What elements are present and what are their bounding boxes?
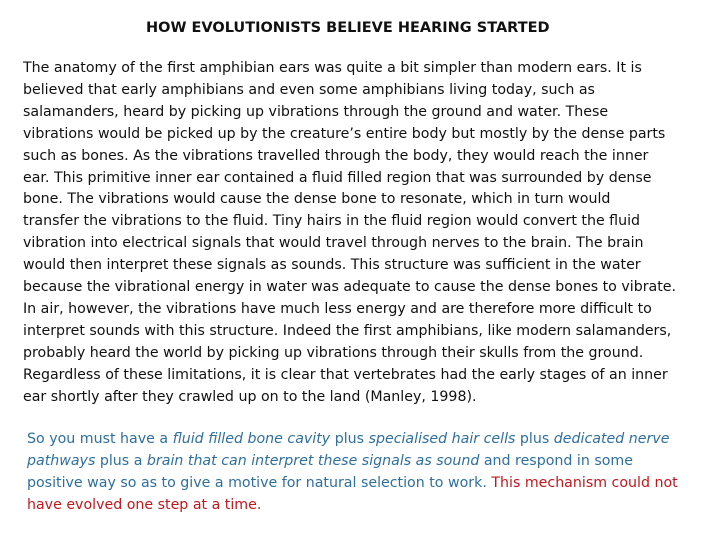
body-line: The anatomy of the first amphibian ears was quite a bit simpler than modern ears. It is (23, 60, 642, 76)
body-line: because the vibrational energy in water was adequate to cause the dense bones to vibrate. (23, 279, 677, 296)
conclusion-statement: This mechanism could not (491, 475, 678, 491)
conclusion-line-1 (27, 428, 707, 450)
body-line: vibration into electrical signals that would travel through nerves to the brain. The brain (23, 235, 644, 252)
body-line: In air, however, the vibrations have much less energy and are therefore more difficult to (23, 300, 652, 317)
body-line: probably heard the world by picking up vibrations through their skulls from the ground. (23, 344, 644, 361)
emphasis-term: pathways (27, 453, 96, 469)
body-line: salamanders, heard by picking up vibrations through the ground and water. These (23, 103, 609, 120)
conclusion-text: So you must have a (27, 431, 173, 447)
body-line: ear shortly after they crawled up on to the land (Manley, 1998). (23, 388, 477, 405)
emphasis-term: brain that can interpret these signals as sound (146, 453, 480, 469)
emphasis-term: dedicated nerve (553, 431, 670, 447)
conclusion-statement: have evolved one step at a time. (27, 497, 262, 513)
body-line: vibrations would be picked up by the creature’s entire body but mostly by the dense parts (23, 125, 666, 142)
body-line: ear. This primitive inner ear contained a fluid filled region that was surrounded by dense (23, 169, 652, 186)
body-line: such as bones. As the vibrations travelled through the body, they would reach the inner (23, 147, 649, 164)
body-line: interpret sounds with this structure. Indeed the first amphibians, like modern salamanders, (23, 322, 672, 339)
conclusion-text: positive way so as to give a motive for natural selection to work. (27, 475, 492, 491)
body-paragraph (23, 58, 695, 409)
conclusion-text: plus (330, 431, 369, 447)
emphasis-term: specialised hair cells (368, 431, 516, 447)
conclusion-paragraph (27, 428, 707, 516)
conclusion-line-2 (27, 450, 707, 472)
body-line: believed that early amphibians and even some amphibians living today, such as (23, 81, 595, 98)
body-line: transfer the vibrations to the fluid. Tiny hairs in the fluid region would convert the fluid (23, 213, 641, 230)
body-line: Regardless of these limitations, it is clear that vertebrates had the early stages of an inner (23, 366, 668, 383)
body-line: bone. The vibrations would cause the dense bone to resonate, which in turn would (23, 191, 611, 208)
conclusion-line-4 (27, 494, 707, 516)
page-title: HOW EVOLUTIONISTS BELIEVE HEARING STARTED (146, 20, 550, 36)
conclusion-text: plus (515, 431, 554, 447)
conclusion-line-3 (27, 472, 707, 494)
body-line: would then interpret these signals as sounds. This structure was sufficient in the water (23, 257, 641, 274)
emphasis-term: fluid filled bone cavity (172, 431, 331, 447)
conclusion-text: plus a (95, 453, 147, 469)
conclusion-text: and respond in some (479, 453, 633, 469)
